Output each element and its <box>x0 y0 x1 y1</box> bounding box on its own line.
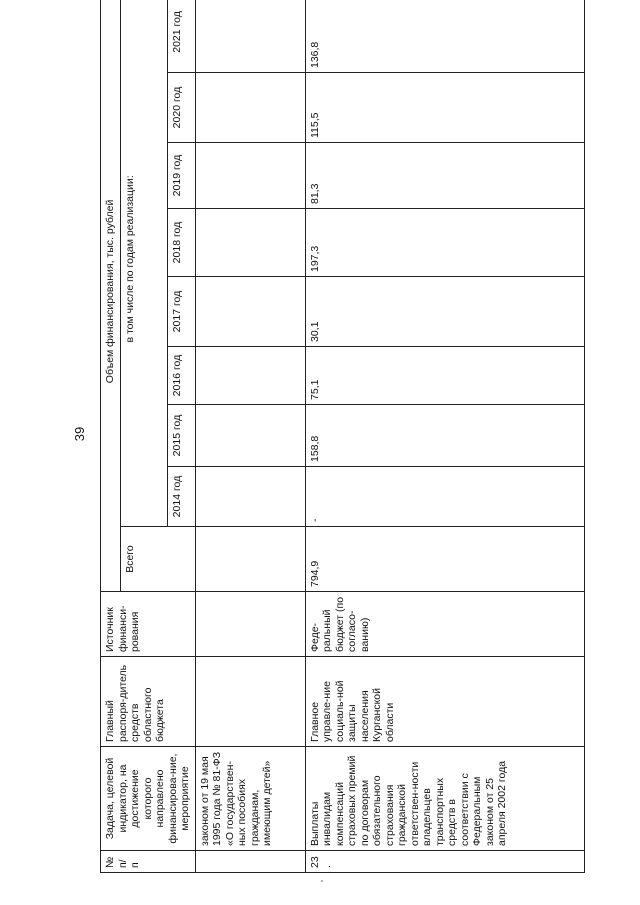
cell-num: 23. <box>305 851 585 873</box>
cell-2016 <box>195 347 305 405</box>
cell-admin <box>195 657 305 747</box>
cell-total: 794,9 <box>305 527 585 592</box>
cell-task: Выплаты инвалидам компенсаций страховых премий по договорам обязательного страхования гражданской ответствен-ности владельцев транспортных средств в соответствии с Федеральным законом от 25 апреля 2002 года <box>305 747 585 851</box>
header-task: Задача, целевой индикатор, на достижение которого направлено финансирова-ние, мероприятие <box>101 747 196 851</box>
table-row <box>195 0 305 873</box>
cell-total <box>195 527 305 592</box>
table-row <box>305 0 585 873</box>
header-by-years: в том числе по годам реализации: <box>120 0 167 527</box>
cell-2021 <box>195 0 305 73</box>
header-source: Источник финанси-рования <box>101 592 196 657</box>
header-year-2018: 2018 год <box>167 209 195 277</box>
cell-task: законом от 19 мая 1995 года № 81-ФЗ «О государствен-ных пособиях гражданам, имеющим детей» <box>195 747 305 851</box>
cell-2018 <box>195 209 305 277</box>
cell-num <box>195 851 305 873</box>
header-year-2019: 2019 год <box>167 143 195 209</box>
header-total: Всего <box>120 527 195 592</box>
cell-source: Феде-ральный бюджет (по согласо-ванию) <box>305 592 585 657</box>
financing-table <box>100 0 585 873</box>
cell-2017: 30,1 <box>305 277 585 347</box>
cell-2018: 197,3 <box>305 209 585 277</box>
header-num: № п/п <box>101 851 196 873</box>
cell-2020: 115,5 <box>305 73 585 143</box>
cell-admin: Главное управле-ние социаль-ной защиты населения Курганской области <box>305 657 585 747</box>
cell-2015 <box>195 405 305 467</box>
cell-2015: 158,8 <box>305 405 585 467</box>
scan-speck <box>321 880 323 882</box>
cell-2019 <box>195 143 305 209</box>
cell-2017 <box>195 277 305 347</box>
header-volume: Объем финансирования, тыс. рублей <box>101 0 121 592</box>
cell-2020 <box>195 73 305 143</box>
cell-2014: - <box>305 467 585 527</box>
table-area <box>100 11 585 873</box>
header-year-2017: 2017 год <box>167 277 195 347</box>
cell-2021: 136,8 <box>305 0 585 73</box>
page-number: 39 <box>72 426 87 442</box>
header-year-2015: 2015 год <box>167 405 195 467</box>
header-admin: Главный распоря-дитель средств областного бюджета <box>101 657 196 747</box>
header-year-2020: 2020 год <box>167 73 195 143</box>
header-year-2021: 2021 год <box>167 0 195 73</box>
cell-2016: 75,1 <box>305 347 585 405</box>
cell-2014 <box>195 467 305 527</box>
cell-2019: 81,3 <box>305 143 585 209</box>
header-year-2016: 2016 год <box>167 347 195 405</box>
cell-source <box>195 592 305 657</box>
rotated-table-wrapper <box>100 11 585 873</box>
header-year-2014: 2014 год <box>167 467 195 527</box>
